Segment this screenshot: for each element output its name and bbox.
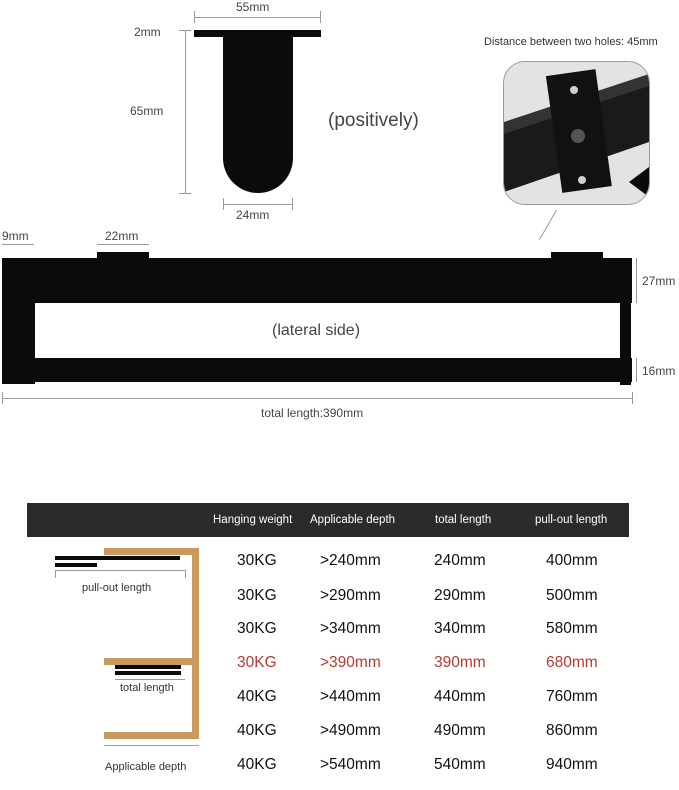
cell-weight: 30KG xyxy=(237,620,277,637)
height-dimension-line xyxy=(185,30,186,193)
table-row xyxy=(0,722,679,756)
table-row xyxy=(0,756,679,790)
cell-depth: >540mm xyxy=(320,756,381,773)
end-width-line xyxy=(2,244,34,245)
bottom-width-label: 24mm xyxy=(236,208,270,222)
cell-pullout: 400mm xyxy=(546,552,598,569)
front-view-label: (positively) xyxy=(328,110,419,131)
top-bar-height-label: 27mm xyxy=(642,274,676,288)
total-length-mini-line xyxy=(115,679,185,680)
cell-length: 440mm xyxy=(434,688,486,705)
retracted-slide-top xyxy=(115,665,181,669)
cell-depth: >290mm xyxy=(320,587,381,604)
bottom-bar-height-label: 16mm xyxy=(642,364,676,378)
cell-pullout: 860mm xyxy=(546,722,598,739)
extended-slide-bottom xyxy=(55,563,97,567)
dimension-tick xyxy=(55,570,56,578)
cell-length: 240mm xyxy=(434,552,486,569)
total-length-line xyxy=(2,398,633,399)
cell-weight: 30KG xyxy=(237,587,277,604)
wood-bottom-shelf xyxy=(104,732,199,739)
cell-length: 290mm xyxy=(434,587,486,604)
dimension-tick xyxy=(185,570,186,578)
cell-weight: 40KG xyxy=(237,722,277,739)
dimension-tick xyxy=(292,198,293,210)
cell-pullout: 580mm xyxy=(546,620,598,637)
bottom-bar-height-line xyxy=(636,358,637,382)
spec-table-header xyxy=(27,503,629,537)
total-length-label: total length:390mm xyxy=(261,406,364,420)
height-label: 65mm xyxy=(130,104,164,118)
mounting-plate xyxy=(194,30,321,37)
pointer-line xyxy=(539,210,557,240)
total-caption: total length xyxy=(120,682,174,694)
cell-pullout: 500mm xyxy=(546,587,598,604)
cell-length: 390mm xyxy=(434,654,486,671)
cell-weight: 30KG xyxy=(237,654,277,671)
top-rail xyxy=(35,258,632,303)
cell-depth: >240mm xyxy=(320,552,381,569)
cell-depth: >390mm xyxy=(320,654,381,671)
bracket-stem xyxy=(223,37,293,193)
wood-top-shelf xyxy=(104,548,199,555)
table-row-highlighted xyxy=(0,654,679,688)
dimension-tick xyxy=(179,30,191,31)
pullout-line xyxy=(55,570,186,571)
cell-length: 540mm xyxy=(434,756,486,773)
end-width-label: 9mm xyxy=(2,229,29,243)
dimension-tick xyxy=(2,392,3,404)
lateral-view-label: (lateral side) xyxy=(272,322,361,339)
table-row xyxy=(0,688,679,722)
cell-weight: 40KG xyxy=(237,756,277,773)
header-pullout-length: pull-out length xyxy=(535,514,608,526)
wood-middle-shelf xyxy=(104,658,199,665)
width-top-label: 55mm xyxy=(236,0,270,14)
cell-weight: 30KG xyxy=(237,552,277,569)
header-hanging-weight: Hanging weight xyxy=(213,514,293,526)
wood-middle-side xyxy=(192,632,199,666)
cell-length: 340mm xyxy=(434,620,486,637)
extended-slide-top xyxy=(55,556,180,560)
cell-length: 490mm xyxy=(434,722,486,739)
wood-upper-side xyxy=(192,548,199,638)
retracted-slide-bottom xyxy=(115,671,181,675)
tab-width-label: 22mm xyxy=(105,229,139,243)
tab-width-line xyxy=(97,244,149,245)
cell-pullout: 940mm xyxy=(546,756,598,773)
cell-weight: 40KG xyxy=(237,688,277,705)
cell-pullout: 680mm xyxy=(546,654,598,671)
cell-depth: >490mm xyxy=(320,722,381,739)
pullout-caption: pull-out length xyxy=(82,582,152,594)
detail-photo-illustration xyxy=(504,62,649,204)
dimension-tick xyxy=(320,11,321,23)
depth-line xyxy=(104,745,199,746)
top-bar-height-line xyxy=(636,258,637,303)
dimension-tick xyxy=(632,392,633,404)
cell-depth: >440mm xyxy=(320,688,381,705)
holes-note: Distance between two holes: 45mm xyxy=(484,36,658,48)
header-applicable-depth: Applicable depth xyxy=(310,514,396,526)
dimension-tick xyxy=(194,11,195,23)
bottom-width-line xyxy=(223,204,293,205)
bottom-rail xyxy=(35,358,632,382)
header-total-length: total length xyxy=(435,514,492,526)
dimension-tick xyxy=(223,198,224,210)
wood-lower-side xyxy=(192,665,199,739)
width-dimension-line xyxy=(194,17,321,18)
front-end-cap xyxy=(2,258,35,384)
dimension-tick xyxy=(179,193,191,194)
table-row xyxy=(0,620,679,654)
thickness-label: 2mm xyxy=(134,25,161,39)
detail-photo xyxy=(503,61,650,205)
depth-caption: Applicable depth xyxy=(105,761,187,773)
cell-pullout: 760mm xyxy=(546,688,598,705)
cell-depth: >340mm xyxy=(320,620,381,637)
